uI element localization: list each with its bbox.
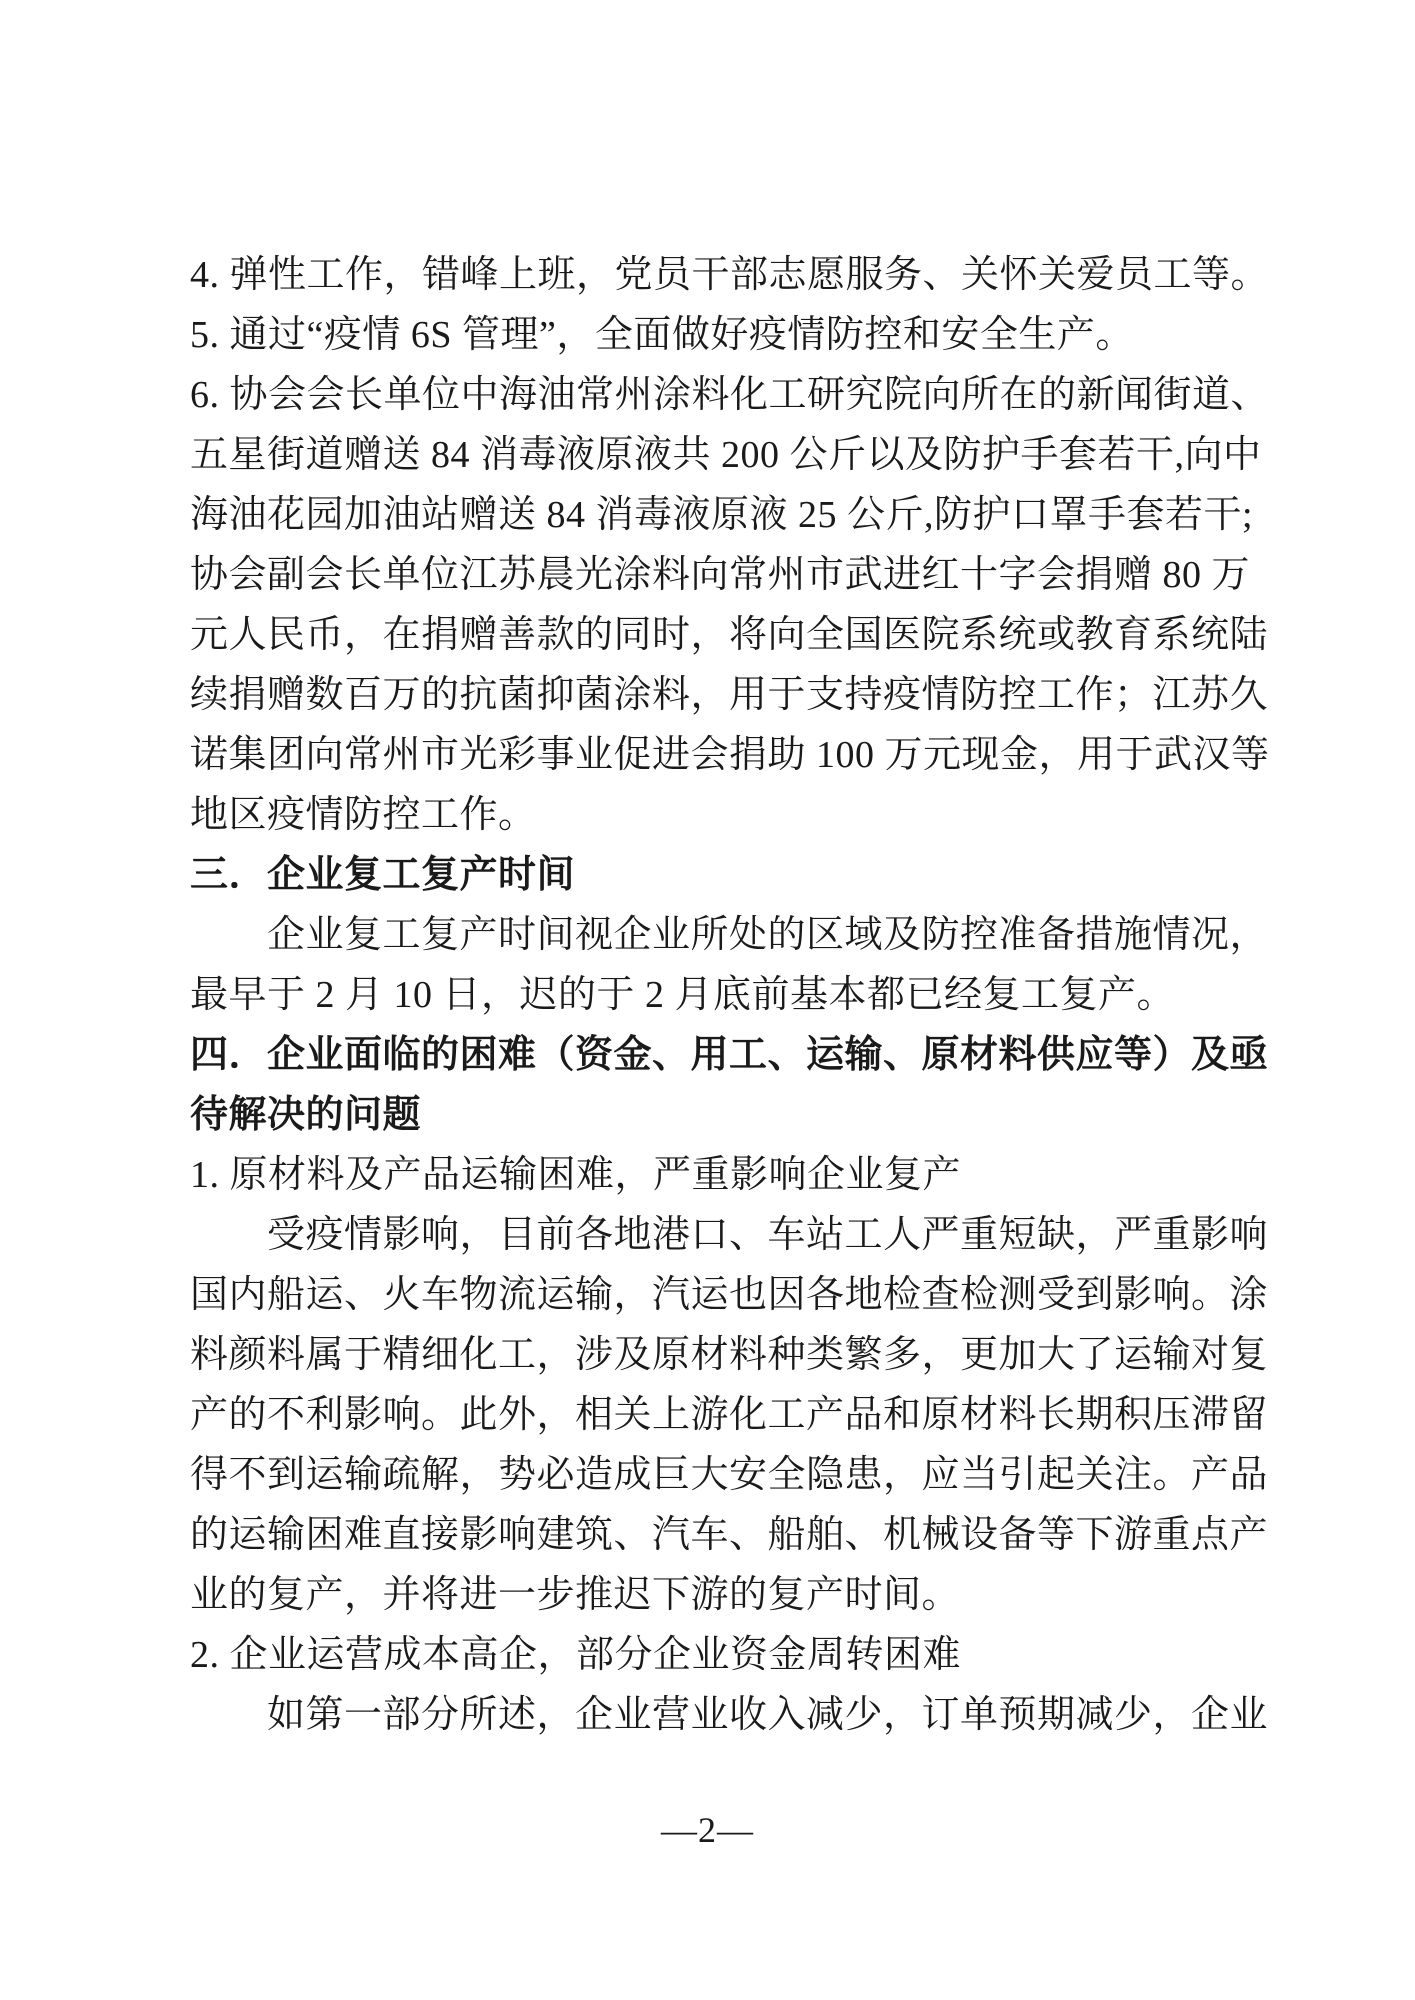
text-line: 三．企业复工复产时间 bbox=[190, 854, 576, 896]
text-line: 续捐赠数百万的抗菌抑菌涂料，用于支持疫情防控工作；江苏久 bbox=[190, 674, 1269, 716]
text-line: 业的复产，并将进一步推迟下游的复产时间。 bbox=[190, 1574, 961, 1616]
text-line: 如第一部分所述，企业营业收入减少，订单预期减少，企业 bbox=[267, 1694, 1269, 1736]
text-line: 地区疫情防控工作。 bbox=[190, 794, 537, 836]
text-line: 五星街道赠送 84 消毒液原液共 200 公斤以及防护手套若干,向中 bbox=[190, 434, 1262, 476]
text-line: 协会副会长单位江苏晨光涂料向常州市武进红十字会捐赠 80 万 bbox=[190, 554, 1251, 596]
text-line: 6. 协会会长单位中海油常州涂料化工研究院向所在的新闻街道、 bbox=[190, 374, 1270, 416]
text-line: 诺集团向常州市光彩事业促进会捐助 100 万元现金，用于武汉等 bbox=[190, 734, 1270, 776]
text-line: 4. 弹性工作，错峰上班，党员干部志愿服务、关怀关爱员工等。 bbox=[190, 254, 1270, 296]
text-line: 海油花园加油站赠送 84 消毒液原液 25 公斤,防护口罩手套若干; bbox=[190, 494, 1254, 536]
text-line: 元人民币，在捐赠善款的同时，将向全国医院系统或教育系统陆 bbox=[190, 614, 1269, 656]
text-line: 的运输困难直接影响建筑、汽车、船舶、机械设备等下游重点产 bbox=[190, 1514, 1269, 1556]
text-line: 受疫情影响，目前各地港口、车站工人严重短缺，严重影响 bbox=[267, 1214, 1269, 1256]
text-line: 5. 通过“疫情 6S 管理”，全面做好疫情防控和安全生产。 bbox=[190, 314, 1134, 356]
text-line: 2. 企业运营成本高企，部分企业资金周转困难 bbox=[190, 1634, 962, 1676]
text-line: 产的不利影响。此外，相关上游化工产品和原材料长期积压滞留 bbox=[190, 1394, 1269, 1436]
text-line: 料颜料属于精细化工，涉及原材料种类繁多，更加大了运输对复 bbox=[190, 1334, 1269, 1376]
text-line: 企业复工复产时间视企业所处的区域及防控准备措施情况， bbox=[267, 914, 1269, 956]
text-line: 国内船运、火车物流运输，汽运也因各地检查检测受到影响。涂 bbox=[190, 1274, 1269, 1316]
text-line: 最早于 2 月 10 日，迟的于 2 月底前基本都已经复工复产。 bbox=[190, 974, 1176, 1016]
text-line: 1. 原材料及产品运输困难，严重影响企业复产 bbox=[190, 1154, 962, 1196]
document-body bbox=[190, 245, 1270, 1745]
text-line: 四．企业面临的困难（资金、用工、运输、原材料供应等）及亟 bbox=[190, 1034, 1269, 1076]
text-line: 待解决的问题 bbox=[190, 1094, 422, 1136]
text-line: 得不到运输疏解，势必造成巨大安全隐患，应当引起关注。产品 bbox=[190, 1454, 1269, 1496]
page-number: —2— bbox=[661, 1810, 754, 1850]
